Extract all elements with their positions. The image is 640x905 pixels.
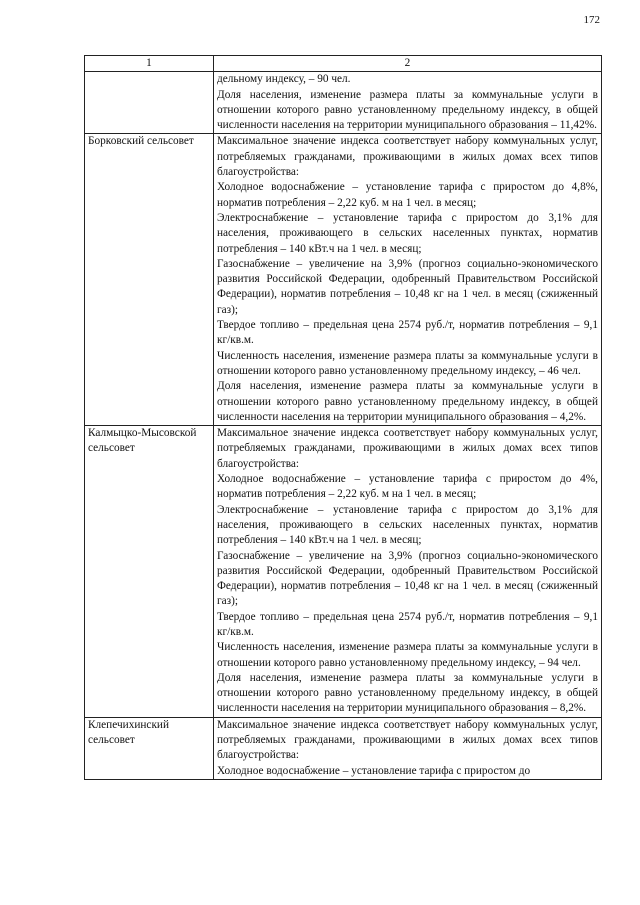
paragraph: Газоснабжение – увеличение на 3,9% (прогноз социально-экономического развития Российской Федерации, одобренный Правительством Российской Федерации), норматив потребления – 10,48 кг на 1 чел. в месяц (сжиженный газ); <box>217 549 598 608</box>
paragraph: Доля населения, изменение размера платы за коммунальные услуги в отношении которого равно установленному предельному индексу, в общей численности населения на территории муниципального образования – 4,2%. <box>217 380 598 423</box>
paragraph: Электроснабжение – установление тарифа с приростом до 3,1% для населения, проживающего в сельских населенных пунктах, норматив потребления – 140 кВт.ч на 1 чел. в месяц; <box>217 211 598 255</box>
paragraph: Численность населения, изменение размера платы за коммунальные услуги в отношении которого равно установленному предельному индексу, – 46 чел. <box>217 349 598 377</box>
description-cell <box>214 72 602 134</box>
paragraph: Холодное водоснабжение – установление тарифа с приростом до <box>217 764 531 777</box>
paragraph: Холодное водоснабжение – установление тарифа с приростом до 4%, норматив потребления – 2,22 куб. м на 1 чел. в месяц; <box>217 473 598 501</box>
region-cell: Клепечихинский сельсовет <box>85 717 214 779</box>
region-cell <box>85 72 214 134</box>
table-row <box>85 72 602 134</box>
table-row <box>85 134 602 426</box>
page-number: 172 <box>583 14 600 26</box>
paragraph: Газоснабжение – увеличение на 3,9% (прогноз социально-экономического развития Российской Федерации, одобренный Правительством Российской Федерации), норматив потребления – 10,48 кг на 1 чел. в месяц (сжиженный газ); <box>217 257 598 316</box>
header-col-2: 2 <box>214 56 602 72</box>
paragraph: Максимальное значение индекса соответствует набору коммунальных услуг, потребляемых гражданами, проживающими в жилых домах всех типов благоустройства: <box>217 718 598 762</box>
paragraph: Доля населения, изменение размера платы за коммунальные услуги в отношении которого равно установленному предельному индексу, в общей численности населения на территории муниципального образования – 8,2%. <box>217 671 598 715</box>
paragraph: Численность населения, изменение размера платы за коммунальные услуги в отношении которого равно установленному предельному индексу, – 94 чел. <box>217 641 598 669</box>
description-cell <box>214 426 602 718</box>
description-cell <box>214 717 602 779</box>
table-row <box>85 426 602 718</box>
paragraph: Доля населения, изменение размера платы за коммунальные услуги в отношении которого равно установленному предельному индексу, в общей численности населения на территории муниципального образования – 11,42%. <box>217 88 598 132</box>
tariff-table <box>84 55 602 780</box>
region-cell: Борковский сельсовет <box>85 134 214 426</box>
table-header-row <box>85 56 602 72</box>
description-cell <box>214 134 602 426</box>
paragraph: Максимальное значение индекса соответствует набору коммунальных услуг, потребляемых гражданами, проживающими в жилых домах всех типов благоустройства: <box>217 427 598 470</box>
paragraph: Твердое топливо – предельная цена 2574 руб./т, норматив потребления – 9,1 кг/кв.м. <box>217 319 598 347</box>
table-row <box>85 717 602 779</box>
paragraph: Твердое топливо – предельная цена 2574 руб./т, норматив потребления – 9,1 кг/кв.м. <box>217 610 598 638</box>
paragraph: Максимальное значение индекса соответствует набору коммунальных услуг, потребляемых гражданами, проживающими в жилых домах всех типов благоустройства: <box>217 135 598 179</box>
header-col-1: 1 <box>85 56 214 72</box>
paragraph: Холодное водоснабжение – установление тарифа с приростом до 4,8%, норматив потребления – 2,22 куб. м на 1 чел. в месяц; <box>217 181 598 209</box>
paragraph: дельному индексу, – 90 чел. <box>217 73 351 86</box>
region-cell: Калмыцко-Мысовской сельсовет <box>85 426 214 718</box>
paragraph: Электроснабжение – установление тарифа с приростом до 3,1% для населения, проживающего в сельских населенных пунктах, норматив потребления – 140 кВт.ч на 1 чел. в месяц; <box>217 503 598 547</box>
